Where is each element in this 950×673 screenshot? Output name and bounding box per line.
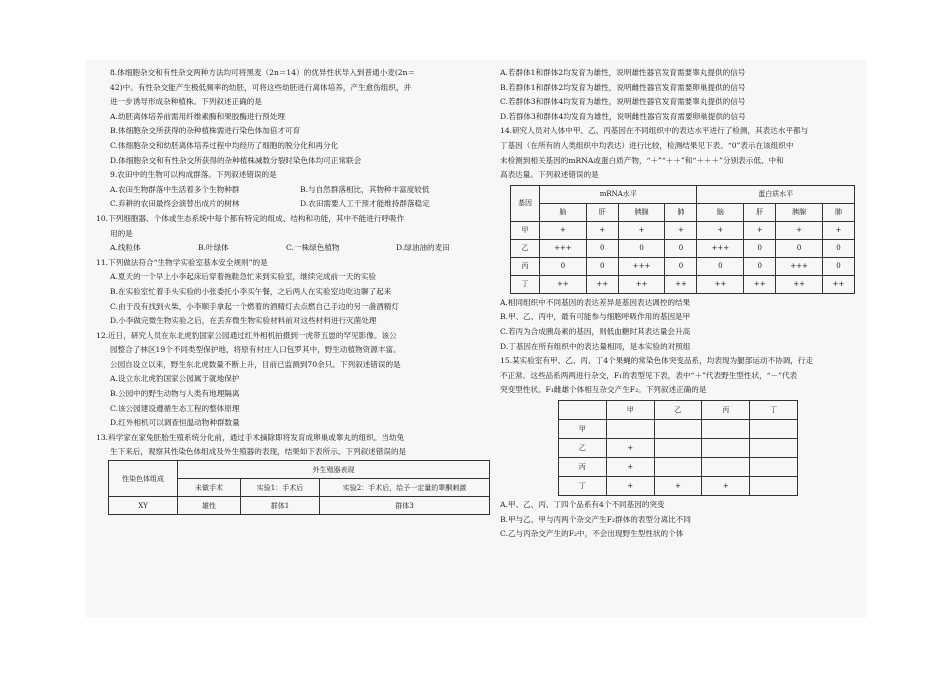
table-cell: 0 bbox=[665, 239, 697, 257]
table-cell bbox=[702, 419, 750, 438]
q14-option-b: B.甲、乙、丙中，最有可能参与细胞呼吸作用的基因是甲 bbox=[500, 312, 691, 322]
q13-option-b: B.若群体1和群体2均发育为雄性，说明雌性器官发育需要卵巢提供的信号 bbox=[500, 82, 746, 92]
q12-option-d: D.红外相机可以调查恒温动物种群数量 bbox=[110, 418, 240, 428]
q14-th-tissue: 胰腺 bbox=[776, 203, 823, 221]
q15-option-a: A.甲、乙、丙、丁四个品系有4个不同基因的突变 bbox=[500, 499, 665, 509]
q14-th-protein: 蛋白质水平 bbox=[697, 185, 855, 203]
table-cell: +++ bbox=[776, 257, 823, 275]
table-cell: +++ bbox=[540, 239, 587, 257]
q14-option-d: D.丁基因在所有组织中的表达量相同，是本实验的对照组 bbox=[500, 341, 691, 351]
table-cell: 0 bbox=[744, 257, 776, 275]
q11-option-a: A.夏天的一个早上小李起床后穿着拖鞋急忙来到实验室，继续完成前一天的实验 bbox=[110, 272, 377, 282]
table-cell: 乙 bbox=[511, 239, 540, 257]
table-cell: + bbox=[606, 476, 654, 495]
q14-th-tissue: 脑 bbox=[540, 203, 587, 221]
table-row bbox=[559, 400, 798, 419]
table-cell: XY bbox=[109, 497, 178, 515]
q14-option-c: C.若丙为合成胰岛素的基因，则低血糖时其表达量会升高 bbox=[500, 326, 691, 336]
table-cell: + bbox=[822, 221, 854, 239]
q13-option-a: A.若群体1和群体2均发育为雄性，说明雄性器官发育需要睾丸提供的信号 bbox=[500, 68, 746, 77]
table-cell: + bbox=[618, 221, 665, 239]
table-cell bbox=[750, 457, 798, 476]
q14-stem-1: 14.研究人员对人体中甲、乙、丙基因在不同组织中的表达水平进行了检测，其表达水平都与 bbox=[500, 126, 809, 136]
table-row bbox=[109, 497, 490, 515]
table-cell: 甲 bbox=[559, 419, 607, 438]
q15-table bbox=[558, 400, 798, 496]
exam-page bbox=[86, 60, 866, 618]
table-cell: 乙 bbox=[559, 438, 607, 457]
table-row bbox=[559, 419, 798, 438]
q14-th-tissue: 肺 bbox=[822, 203, 854, 221]
q14-table bbox=[510, 185, 855, 294]
q13-option-c: C.若群体3和群体4均发育为雄性，说明雄性器官发育需要睾丸提供的信号 bbox=[500, 97, 746, 107]
q14-th-tissue: 胰腺 bbox=[618, 203, 665, 221]
table-cell: + bbox=[697, 221, 744, 239]
q9-option-c: C.弃耕的农田最终会演替出成片的树林 bbox=[110, 199, 240, 209]
table-cell: + bbox=[744, 221, 776, 239]
q14-option-a: A.相同组织中不同基因的表达差异是基因表达调控的结果 bbox=[500, 297, 691, 307]
q10-options bbox=[96, 241, 491, 256]
q12-stem-1: 12.近日，研究人员在东北虎豹国家公园通过红外相机拍摄到一虎带五崽的罕见影像。该公 bbox=[96, 330, 397, 340]
table-cell: 群体3 bbox=[320, 497, 490, 515]
q9-stem: 9.农田中的生物可以构成群落。下列叙述错误的是 bbox=[110, 170, 277, 180]
q8-stem-1: 8.体细胞杂交和有性杂交两种方法均可将黑麦（2n＝14）的优异性状导入到普通小麦(2n＝ bbox=[110, 68, 416, 77]
q13-th-no-surgery: 未做手术 bbox=[178, 479, 241, 497]
table-row bbox=[559, 457, 798, 476]
table-cell bbox=[654, 438, 702, 457]
q10-stem-2: 用的是 bbox=[110, 228, 133, 238]
table-cell: ++ bbox=[586, 275, 618, 293]
q14-th-tissue: 肺 bbox=[665, 203, 697, 221]
q9-option-d: D.农田需要人工干预才能维持群落稳定 bbox=[300, 199, 430, 209]
table-cell bbox=[702, 438, 750, 457]
q8-option-c: C.体细胞杂交和幼胚离体培养过程中均经历了细胞的脱分化和再分化 bbox=[110, 140, 339, 150]
q11-option-d: D.小李做完微生物实验之后，在丢弃微生物实验材料前对这些材料进行灭菌处理 bbox=[110, 316, 377, 326]
q10-option-a: A.线粒体 bbox=[110, 243, 141, 253]
q12-stem-2: 园整合了林区19个不同类型保护地，将原有村庄人口包罗其中，野生动植物资源丰富。 bbox=[110, 345, 401, 355]
q14-th-tissue: 肝 bbox=[586, 203, 618, 221]
table-cell: ++ bbox=[665, 275, 697, 293]
q14-th-tissue: 肝 bbox=[744, 203, 776, 221]
q9-options-row-2 bbox=[96, 197, 491, 212]
q13-stem-2: 生下来后，观察其性染色体组成及外生殖器的表现，结果如下表所示。下列叙述错误的是 bbox=[110, 447, 407, 457]
table-cell bbox=[702, 457, 750, 476]
q8-option-a: A.幼胚离体培养前需用纤维素酶和果胶酶进行预处理 bbox=[110, 111, 285, 121]
table-cell: ++ bbox=[697, 275, 744, 293]
table-cell: 丁 bbox=[750, 400, 798, 419]
table-cell: ++ bbox=[540, 275, 587, 293]
table-cell: 丁 bbox=[559, 476, 607, 495]
table-cell: + bbox=[665, 221, 697, 239]
table-cell: 甲 bbox=[606, 400, 654, 419]
table-cell: ++ bbox=[822, 275, 854, 293]
table-cell: + bbox=[586, 221, 618, 239]
q9-option-b: B.与自然群落相比，其物种丰富度较低 bbox=[300, 184, 430, 194]
q10-stem-1: 10.下列细胞器、个体或生态系统中每个都有特定的组成、结构和功能，其中不能进行呼吸作 bbox=[96, 213, 405, 223]
q15-option-c: C.乙与丙杂交产生的F₂中，不会出现野生型性状的个体 bbox=[500, 529, 684, 539]
q10-option-c: C.一株绿色植物 bbox=[286, 243, 340, 253]
table-row bbox=[559, 438, 798, 457]
q12-option-a: A.设立东北虎豹国家公园属于就地保护 bbox=[110, 374, 240, 384]
right-column bbox=[500, 66, 860, 542]
table-cell: + bbox=[776, 221, 823, 239]
q10-option-d: D.绿油油的麦田 bbox=[396, 243, 450, 253]
q13-th-exp2: 实验2：手术后，给予一定量的睾酮刺激 bbox=[320, 479, 490, 497]
table-row bbox=[511, 239, 855, 257]
table-cell: 0 bbox=[540, 257, 587, 275]
q8-stem-2: 42)中。有性杂交能产生极低频率的幼胚，可将这些幼胚进行离体培养，产生愈伤组织，并 bbox=[110, 82, 412, 92]
table-cell: 丙 bbox=[702, 400, 750, 419]
q13-th-sex-chromosome: 性染色体组成 bbox=[109, 461, 178, 497]
q14-th-mrna: mRNA水平 bbox=[540, 185, 697, 203]
q15-option-b: B.甲与乙、甲与丙两个杂交产生F₂群体的表型分离比不同 bbox=[500, 514, 691, 524]
table-cell: 0 bbox=[618, 239, 665, 257]
table-cell: 丙 bbox=[559, 457, 607, 476]
table-cell: ++ bbox=[618, 275, 665, 293]
q13-table bbox=[108, 460, 490, 515]
table-cell bbox=[750, 438, 798, 457]
table-cell: 0 bbox=[776, 239, 823, 257]
q15-stem-3: 突变型性状。F₁雌雄个体相互杂交产生F₂。下列叙述正确的是 bbox=[500, 385, 707, 395]
q12-option-c: C.该公园建设遵循生态工程的整体原理 bbox=[110, 403, 240, 413]
q9-options-row-1 bbox=[96, 183, 491, 198]
q14-stem-4: 高表达量。下列叙述错误的是 bbox=[500, 170, 599, 180]
table-cell: ++ bbox=[776, 275, 823, 293]
table-cell: 雄性 bbox=[178, 497, 241, 515]
table-cell: 乙 bbox=[654, 400, 702, 419]
q10-option-b: B.叶绿体 bbox=[198, 243, 229, 253]
table-cell: + bbox=[654, 476, 702, 495]
q8-option-d: D.体细胞杂交和有性杂交所获得的杂种植株减数分裂时染色体均可正常联会 bbox=[110, 155, 362, 165]
table-cell bbox=[654, 419, 702, 438]
table-cell: + bbox=[702, 476, 750, 495]
q12-stem-3: 公园自设立以来，野生东北虎数量不断上升，目前已监测到70余只。下列叙述错误的是 bbox=[110, 359, 401, 369]
table-cell: 0 bbox=[744, 239, 776, 257]
table-cell bbox=[606, 419, 654, 438]
q8-option-b: B.体细胞杂交所获得的杂种植株需进行染色体加倍才可育 bbox=[110, 126, 301, 136]
table-cell: 0 bbox=[822, 257, 854, 275]
table-row bbox=[511, 275, 855, 293]
table-cell bbox=[654, 457, 702, 476]
q11-stem: 11.下列做法符合“生物学实验室基本安全规则”的是 bbox=[96, 257, 268, 267]
table-cell: 群体1 bbox=[241, 497, 320, 515]
left-column bbox=[96, 66, 491, 515]
q15-stem-2: 不正常。这些品系两两进行杂交，F₁的表型见下表，表中“＋”代表野生型性状，“－”代表 bbox=[500, 370, 798, 380]
table-cell: +++ bbox=[618, 257, 665, 275]
table-cell: + bbox=[606, 457, 654, 476]
table-cell bbox=[750, 476, 798, 495]
table-cell: 0 bbox=[697, 257, 744, 275]
q12-option-b: B.公园中的野生动物与人类有地理隔离 bbox=[110, 389, 240, 399]
table-cell: 0 bbox=[665, 257, 697, 275]
q11-option-c: C.由于没有找到火柴，小李顺手拿起一个燃着的酒精灯去点燃自己手边的另一盏酒精灯 bbox=[110, 301, 399, 311]
table-row bbox=[511, 221, 855, 239]
table-row bbox=[511, 257, 855, 275]
table-cell: 0 bbox=[586, 257, 618, 275]
q14-stem-2: 丁基因（在所有的人类组织中均表达）进行比较，检测结果见下表。“0”表示在该组织中 bbox=[500, 140, 794, 150]
q14-th-gene: 基因 bbox=[511, 185, 540, 221]
q13-stem-1: 13.科学家在家兔胚胎生殖系统分化前，通过手术摘除即将发育成卵巢或睾丸的组织。当幼兔 bbox=[96, 432, 405, 442]
q9-option-a: A.农田生物群落中生活着多个生物种群 bbox=[110, 184, 240, 194]
table-cell: 甲 bbox=[511, 221, 540, 239]
q14-stem-3: 未检测到相关基因的mRNA或蛋白质产物，“＋”“＋＋”和“＋＋＋”分别表示低、中和 bbox=[500, 155, 784, 165]
q13-th-external-genitalia: 外生殖器表现 bbox=[178, 461, 490, 479]
q14-th-tissue: 脑 bbox=[697, 203, 744, 221]
table-cell: + bbox=[540, 221, 587, 239]
table-cell: 丁 bbox=[511, 275, 540, 293]
table-cell bbox=[750, 419, 798, 438]
table-cell: 丙 bbox=[511, 257, 540, 275]
table-cell: 0 bbox=[586, 239, 618, 257]
table-cell: ++ bbox=[744, 275, 776, 293]
table-row bbox=[559, 476, 798, 495]
q13-option-d: D.若群体3和群体4均发育为雄性，说明雌性器官发育需要卵巢提供的信号 bbox=[500, 111, 746, 121]
q13-th-exp1: 实验1：手术后 bbox=[241, 479, 320, 497]
table-cell bbox=[559, 400, 607, 419]
table-cell: 0 bbox=[822, 239, 854, 257]
q15-stem-1: 15.某实验室有甲、乙、丙、丁4个果蝇的常染色体突变品系，均表现为腿部运动不协调，行走 bbox=[500, 356, 814, 366]
table-cell: + bbox=[606, 438, 654, 457]
table-cell: +++ bbox=[697, 239, 744, 257]
q8-stem-3: 进一步诱导形成杂种植株。下列叙述正确的是 bbox=[110, 97, 262, 107]
q11-option-b: B.在实验室忙着手头实验的小张委托小李买午餐，之后两人在实验室边吃边聊了起来 bbox=[110, 286, 392, 296]
